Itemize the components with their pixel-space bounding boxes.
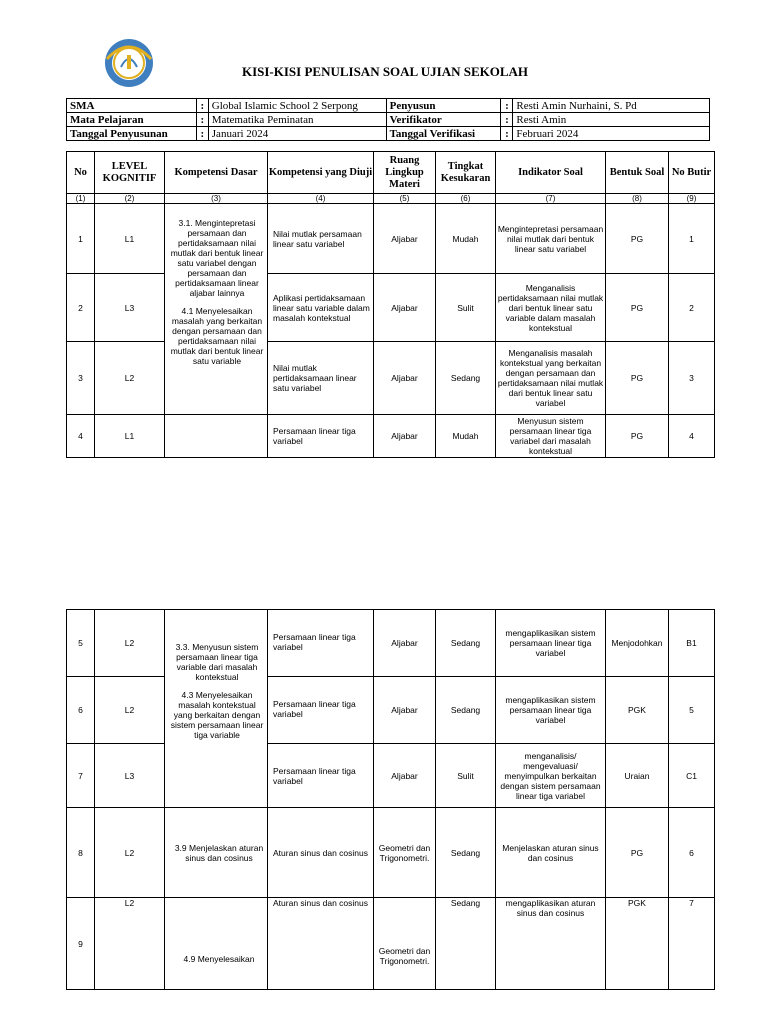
header-level: LEVEL KOGNITIF <box>95 152 165 194</box>
kd-text: 4.3 Menyelesaikan masalah kontekstual yang berkaitan dengan sistem persamaan linear tiga variable <box>170 690 264 740</box>
cell-tingkat: Sedang <box>436 610 496 677</box>
cell-ruang: Geometri dan Trigonometri. <box>374 898 436 990</box>
cell-no: 2 <box>67 274 95 342</box>
cell-level: L2 <box>95 898 165 990</box>
colon: : <box>501 127 513 141</box>
column-number-row <box>67 194 715 204</box>
cell-no: 9 <box>67 898 95 990</box>
cell-no: 8 <box>67 808 95 898</box>
table-row <box>67 415 715 458</box>
cell-bentuk: Uraian <box>606 744 669 808</box>
cell-butir: 7 <box>669 898 715 990</box>
table-row <box>67 808 715 898</box>
cell-ruang: Aljabar <box>374 744 436 808</box>
col-number: (3) <box>165 194 268 204</box>
info-row <box>67 99 710 113</box>
cell-tingkat: Sedang <box>436 808 496 898</box>
table-row <box>67 342 715 415</box>
header-butir: No Butir <box>669 152 715 194</box>
cell-butir: 1 <box>669 204 715 274</box>
cell-bentuk: PG <box>606 415 669 458</box>
info-value: Resti Amin <box>513 113 710 127</box>
header-kyd: Kompetensi yang Diuji <box>268 152 374 194</box>
cell-ruang: Aljabar <box>374 415 436 458</box>
cell-kyd: Aturan sinus dan cosinus <box>268 808 374 898</box>
header-ruang: Ruang Lingkup Materi <box>374 152 436 194</box>
cell-butir: B1 <box>669 610 715 677</box>
cell-tingkat: Mudah <box>436 204 496 274</box>
kisi-table-2 <box>66 609 715 990</box>
cell-butir: 3 <box>669 342 715 415</box>
cell-level: L2 <box>95 677 165 744</box>
col-number: (2) <box>95 194 165 204</box>
header-indikator: Indikator Soal <box>496 152 606 194</box>
cell-kyd: Persamaan linear tiga variabel <box>268 677 374 744</box>
cell-indikator: mengaplikasikan aturan sinus dan cosinus <box>496 898 606 990</box>
cell-indikator: Menyusun sistem persamaan linear tiga variabel dari masalah kontekstual <box>496 415 606 458</box>
info-value: Februari 2024 <box>513 127 710 141</box>
cell-bentuk: PGK <box>606 677 669 744</box>
cell-ruang: Aljabar <box>374 677 436 744</box>
cell-butir: C1 <box>669 744 715 808</box>
info-value: Matematika Peminatan <box>208 113 386 127</box>
cell-butir: 2 <box>669 274 715 342</box>
table-row <box>67 274 715 342</box>
col-number: (5) <box>374 194 436 204</box>
cell-kd: 4.9 Menyelesaikan <box>165 898 268 990</box>
colon: : <box>501 99 513 113</box>
cell-kd-empty <box>165 415 268 458</box>
cell-bentuk: Menjodohkan <box>606 610 669 677</box>
cell-kyd: Persamaan linear tiga variabel <box>268 415 374 458</box>
cell-ruang: Aljabar <box>374 204 436 274</box>
col-number: (7) <box>496 194 606 204</box>
cell-level: L3 <box>95 744 165 808</box>
col-number: (8) <box>606 194 669 204</box>
kd-text: 3.3. Menyusun sistem persamaan linear tiga variable dari masalah kontekstual <box>175 642 259 682</box>
cell-kyd: Persamaan linear tiga variabel <box>268 610 374 677</box>
cell-kd: 3.9 Menjelaskan aturan sinus dan cosinus <box>165 808 268 898</box>
cell-tingkat: Sedang <box>436 677 496 744</box>
table-row <box>67 744 715 808</box>
col-number: (9) <box>669 194 715 204</box>
info-value: Resti Amin Nurhaini, S. Pd <box>513 99 710 113</box>
colon: : <box>501 113 513 127</box>
cell-ruang: Aljabar <box>374 610 436 677</box>
info-row <box>67 113 710 127</box>
header-bentuk: Bentuk Soal <box>606 152 669 194</box>
info-label: Tanggal Verifikasi <box>386 127 501 141</box>
info-label: SMA <box>67 99 197 113</box>
cell-indikator: menganalisis/ mengevaluasi/ menyimpulkan berkaitan dengan sistem persamaan linear tiga variabel <box>496 744 606 808</box>
cell-no: 1 <box>67 204 95 274</box>
cell-ruang: Aljabar <box>374 342 436 415</box>
cell-ruang: Geometri dan Trigonometri. <box>374 808 436 898</box>
cell-bentuk: PG <box>606 808 669 898</box>
cell-tingkat: Sulit <box>436 274 496 342</box>
info-label: Mata Pelajaran <box>67 113 197 127</box>
table-row <box>67 898 715 990</box>
cell-kyd: Aturan sinus dan cosinus <box>268 898 374 990</box>
colon: : <box>196 113 208 127</box>
kd-text: 4.1 Menyelesaikan masalah yang berkaitan dengan persamaan dan pertidaksamaan nilai mutlak dari bentuk linear satu variable <box>170 306 264 366</box>
table-row <box>67 204 715 274</box>
info-table <box>66 98 710 141</box>
info-row <box>67 127 710 141</box>
cell-tingkat: Mudah <box>436 415 496 458</box>
cell-no: 4 <box>67 415 95 458</box>
cell-kd <box>165 204 268 415</box>
colon: : <box>196 99 208 113</box>
document-title: KISI-KISI PENULISAN SOAL UJIAN SEKOLAH <box>241 64 529 79</box>
col-number: (4) <box>268 194 374 204</box>
header-tingkat: Tingkat Kesukaran <box>436 152 496 194</box>
header-kd: Kompetensi Dasar <box>165 152 268 194</box>
cell-indikator: Menganalisis masalah kontekstual yang berkaitan dengan persamaan dan pertidaksamaan nilai mutlak dari bentuk linear satu variabel <box>496 342 606 415</box>
info-value: Januari 2024 <box>208 127 386 141</box>
cell-ruang: Aljabar <box>374 274 436 342</box>
cell-indikator: Mengintepretasi persamaan nilai mutlak dari bentuk linear satu variabel <box>496 204 606 274</box>
cell-butir: 4 <box>669 415 715 458</box>
school-logo <box>103 37 155 89</box>
cell-level: L2 <box>95 808 165 898</box>
cell-no: 5 <box>67 610 95 677</box>
cell-no: 3 <box>67 342 95 415</box>
colon: : <box>196 127 208 141</box>
cell-level: L3 <box>95 274 165 342</box>
cell-tingkat: Sulit <box>436 744 496 808</box>
cell-indikator: Menganalisis pertidaksamaan nilai mutlak dari bentuk linear satu variable dalam masalah kontekstual <box>496 274 606 342</box>
table-row <box>67 677 715 744</box>
cell-kyd: Persamaan linear tiga variabel <box>268 744 374 808</box>
cell-bentuk: PG <box>606 342 669 415</box>
cell-tingkat: Sedang <box>436 898 496 990</box>
header-no: No <box>67 152 95 194</box>
info-label: Verifikator <box>386 113 501 127</box>
cell-level: L2 <box>95 610 165 677</box>
cell-indikator: mengaplikasikan sistem persamaan linear tiga variabel <box>496 610 606 677</box>
cell-butir: 5 <box>669 677 715 744</box>
cell-butir: 6 <box>669 808 715 898</box>
header-row <box>67 152 715 194</box>
cell-kyd: Nilai mutlak pertidaksamaan linear satu variabel <box>268 342 374 415</box>
cell-indikator: Menjelaskan aturan sinus dan cosinus <box>496 808 606 898</box>
cell-tingkat: Sedang <box>436 342 496 415</box>
info-label: Tanggal Penyusunan <box>67 127 197 141</box>
cell-level: L2 <box>95 342 165 415</box>
cell-no: 6 <box>67 677 95 744</box>
cell-bentuk: PGK <box>606 898 669 990</box>
cell-no: 7 <box>67 744 95 808</box>
cell-kyd: Nilai mutlak persamaan linear satu variabel <box>268 204 374 274</box>
kd-text: 3.1. Mengintepretasi persamaan dan pertidaksamaan nilai mutlak dari bentuk linear satu variabel dengan persamaan dan pertidaksamaan linear aljabar lainnya <box>170 218 264 298</box>
table-row <box>67 610 715 677</box>
col-number: (6) <box>436 194 496 204</box>
cell-kd <box>165 610 268 808</box>
cell-level: L1 <box>95 415 165 458</box>
cell-level: L1 <box>95 204 165 274</box>
info-value: Global Islamic School 2 Serpong <box>208 99 386 113</box>
cell-indikator: mengaplikasikan sistem persamaan linear tiga variabel <box>496 677 606 744</box>
col-number: (1) <box>67 194 95 204</box>
cell-kyd: Aplikasi pertidaksamaan linear satu variable dalam masalah kontekstual <box>268 274 374 342</box>
cell-bentuk: PG <box>606 204 669 274</box>
info-label: Penyusun <box>386 99 501 113</box>
kisi-table-1 <box>66 151 715 458</box>
cell-bentuk: PG <box>606 274 669 342</box>
